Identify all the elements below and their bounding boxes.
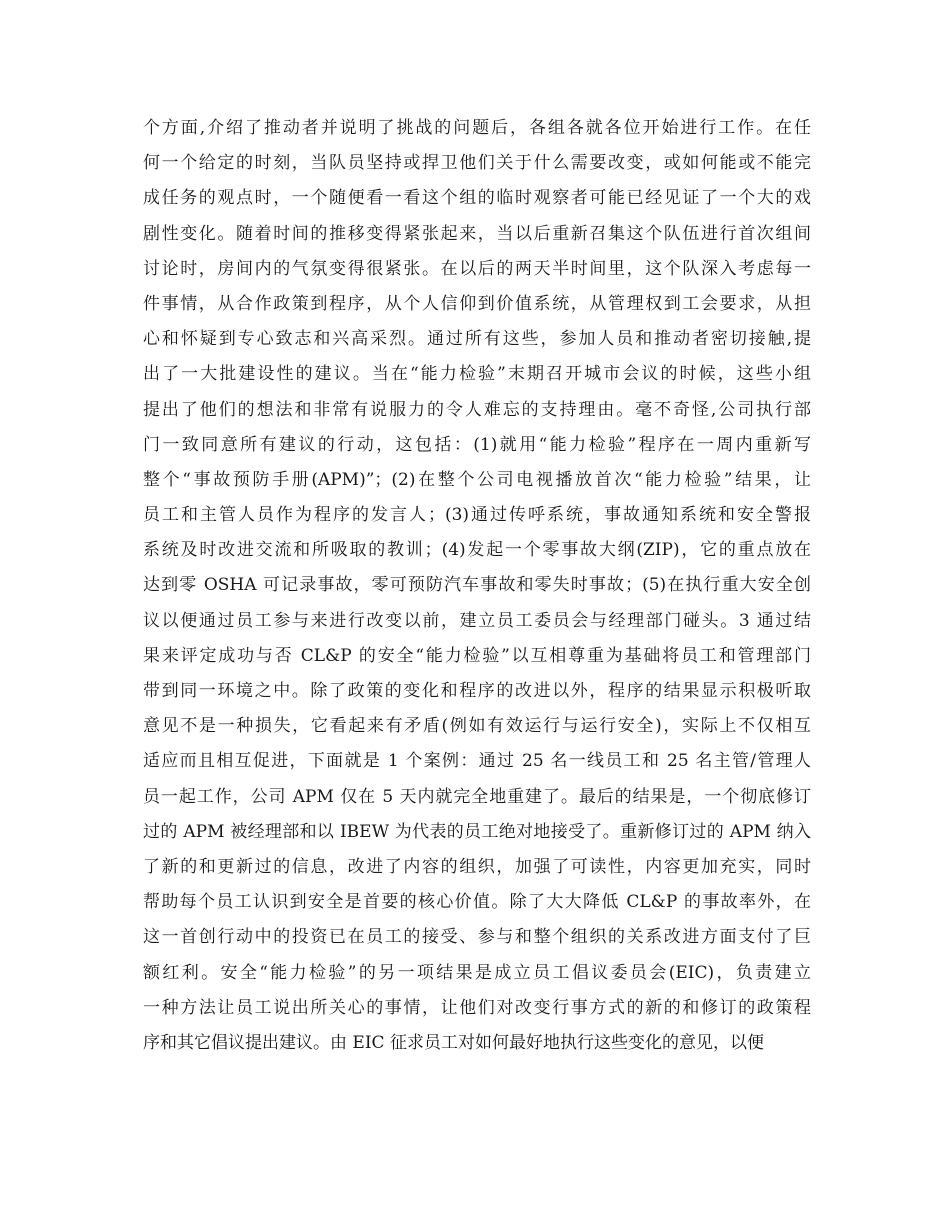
text-line: 带到同一环境之中。除了政策的变化和程序的改进以外，程序的结果显示积极听取	[143, 681, 811, 701]
text-line: 整个“事故预防手册(APM)”；(2)在整个公司电视播放首次“能力检验”结果，让	[143, 469, 811, 490]
text-line: 这一首创行动中的投资已在员工的接受、参与和整个组织的关系改进方面支付了巨	[143, 927, 811, 948]
text-line: 序和其它倡议提出建议。由 EIC 征求员工对如何最好地执行这些变化的意见，以便	[143, 1032, 764, 1053]
text-line: 何一个给定的时刻，当队员坚持或捍卫他们关于什么需要改变，或如何能或不能完	[143, 153, 811, 174]
text-line: 门一致同意所有建议的行动，这包括：(1)就用“能力检验”程序在一周内重新写	[143, 434, 811, 455]
text-line: 员工和主管人员作为程序的发言人；(3)通过传呼系统，事故通知系统和安全警报	[143, 505, 811, 526]
text-line: 议以便通过员工参与来进行改变以前，建立员工委员会与经理部门碰头。3 通过结	[143, 610, 811, 631]
text-line: 达到零 OSHA 可记录事故，零可预防汽车事故和零失时事故；(5)在执行重大安全创	[143, 575, 811, 596]
body-paragraph	[143, 111, 811, 1061]
text-line: 个方面,介绍了推动者并说明了挑战的问题后，各组各就各位开始进行工作。在任	[143, 118, 811, 138]
text-line: 件事情，从合作政策到程序，从个人信仰到价值系统，从管理权到工会要求，从担	[143, 293, 811, 314]
text-line: 出了一大批建设性的建议。当在“能力检验”末期召开城市会议的时候，这些小组	[143, 364, 811, 385]
text-line: 员一起工作，公司 APM 仅在 5 天内就完全地重建了。最后的结果是，一个彻底修订	[143, 786, 811, 807]
text-line: 成任务的观点时，一个随便看一看这个组的临时观察者可能已经见证了一个大的戏	[143, 188, 811, 209]
text-line: 讨论时，房间内的气氛变得很紧张。在以后的两天半时间里，这个队深入考虑每一	[143, 258, 811, 279]
text-line: 额红利。安全“能力检验”的另一项结果是成立员工倡议委员会(EIC)，负责建立	[143, 962, 811, 983]
text-line: 提出了他们的想法和非常有说服力的令人难忘的支持理由。毫不奇怪,公司执行部	[143, 399, 811, 420]
text-line: 心和怀疑到专心致志和兴高采烈。通过所有这些，参加人员和推动者密切接触,提	[143, 329, 811, 350]
text-line: 过的 APM 被经理部和以 IBEW 为代表的员工绝对地接受了。重新修订过的 APM 纳入	[143, 821, 811, 842]
text-line: 帮助每个员工认识到安全是首要的核心价值。除了大大降低 CL&P 的事故率外，在	[143, 892, 811, 913]
text-line: 系统及时改进交流和所吸取的教训；(4)发起一个零事故大纲(ZIP)，它的重点放在	[143, 540, 811, 561]
text-line: 一种方法让员工说出所关心的事情，让他们对改变行事方式的新的和修订的政策程	[143, 997, 811, 1018]
text-line: 剧性变化。随着时间的推移变得紧张起来，当以后重新召集这个队伍进行首次组间	[143, 223, 811, 244]
text-line: 意见不是一种损失，它看起来有矛盾(例如有效运行与运行安全)，实际上不仅相互	[143, 716, 811, 737]
text-line: 果来评定成功与否 CL&P 的安全“能力检验”以互相尊重为基础将员工和管理部门	[143, 645, 811, 666]
text-line: 了新的和更新过的信息，改进了内容的组织，加强了可读性，内容更加充实，同时	[143, 856, 811, 877]
text-line: 适应而且相互促进，下面就是 1 个案例：通过 25 名一线员工和 25 名主管/管理人	[143, 751, 811, 772]
